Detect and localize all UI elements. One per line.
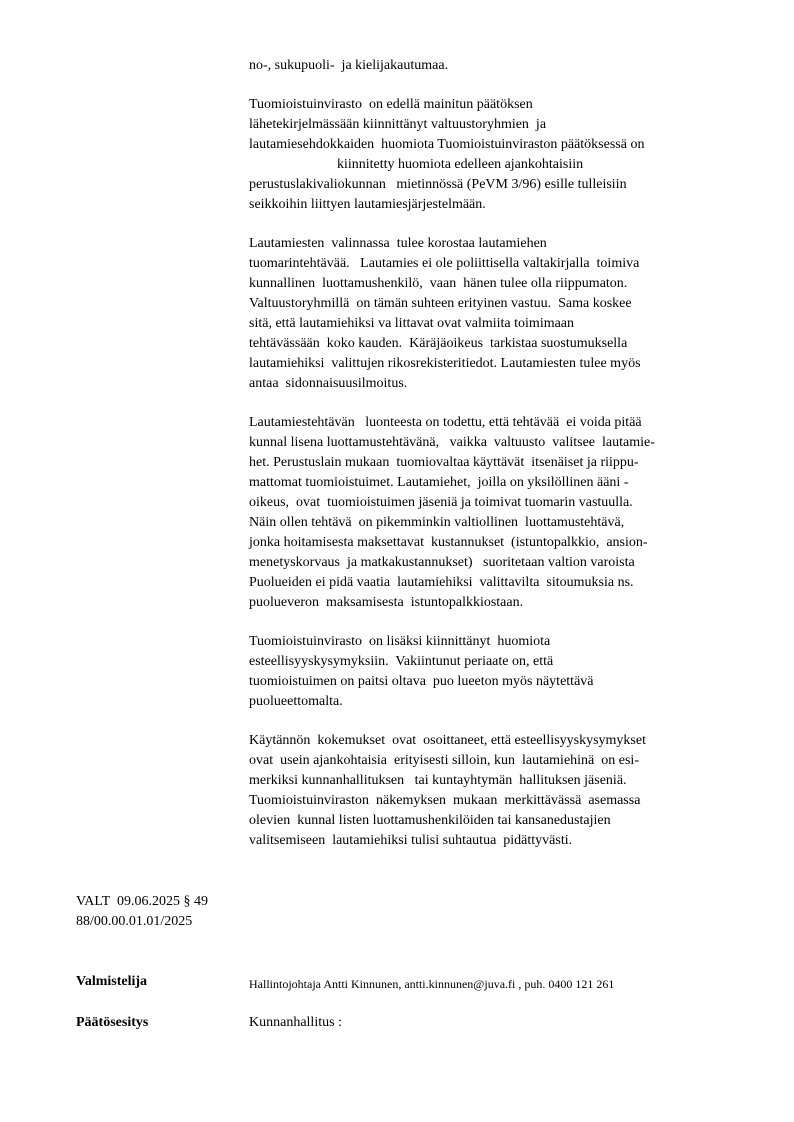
text-line: mattomat tuomioistuimet. Lautamiehet, joilla on yksilöllinen ääni - [249, 475, 629, 490]
text-line: Lautamiesten valinnassa tulee korostaa lautamiehen [249, 236, 547, 251]
text-line: seikkoihin liittyen lautamiesjärjestelmään. [249, 197, 486, 212]
text-line: kiinnitetty huomiota edelleen ajankohtaisiin [337, 157, 584, 172]
text-line: het. Perustuslain mukaan tuomiovaltaa käyttävät itsenäiset ja riippu- [249, 455, 639, 470]
text-line: esteellisyyskysymyksiin. Vakiintunut periaate on, että [249, 654, 554, 669]
meeting-date-section: VALT 09.06.2025 § 49 [76, 894, 208, 909]
valmistelija-value: Hallintojohtaja Antti Kinnunen, antti.kinnunen@juva.fi , puh. 0400 121 261 [249, 977, 615, 991]
text-line: Puolueiden ei pidä vaatia lautamiehiksi valittavilta sitoumuksia ns. [249, 575, 634, 590]
text-line: antaa sidonnaisuusilmoitus. [249, 376, 408, 391]
text-line: tuomioistuimen on paitsi oltava puo lueeton myös näytettävä [249, 674, 594, 689]
text-line: Tuomioistuinvirasto on lisäksi kiinnittänyt huomiota [249, 634, 551, 649]
text-line: Tuomioistuinviraston näkemyksen mukaan merkittävässä asemassa [249, 793, 641, 808]
meeting-reference [76, 892, 208, 932]
paatosesitys-label: Päätösesitys [76, 1015, 149, 1030]
paragraph-kaytannon-kokemukset [249, 731, 749, 851]
paragraph-esteellisyys [249, 632, 749, 712]
text-line: jonka hoitamisesta maksettavat kustannukset (istuntopalkkio, ansion- [249, 535, 648, 550]
paragraph-tehtavan-luonne [249, 413, 749, 613]
document-body [249, 56, 749, 870]
text-line: Käytännön kokemukset ovat osoittaneet, että esteellisyyskysymykset [249, 733, 646, 748]
text-line: lautamiesehdokkaiden huomiota Tuomioistuinviraston päätöksessä on [249, 137, 645, 152]
valmistelija-label: Valmistelija [76, 974, 148, 989]
paragraph-lautamiesten-valinta [249, 234, 749, 394]
text-line: Valtuustoryhmillä on tämän suhteen erityinen vastuu. Sama koskee [249, 296, 632, 311]
text-line: lautamiehiksi valittujen rikosrekisteritiedot. Lautamiesten tulee myös [249, 356, 641, 371]
text-line: oikeus, ovat tuomioistuimen jäseniä ja toimivat tuomarin vastuulla. [249, 495, 633, 510]
text-line: lähetekirjelmässään kiinnittänyt valtuustoryhmien ja [249, 117, 547, 132]
text-line: menetyskorvaus ja matkakustannukset) suoritetaan valtion varoista [249, 555, 635, 570]
text-line: valitsemiseen lautamiehiksi tulisi suhtautua pidättyvästi. [249, 833, 573, 848]
text-line: kunnal lisena luottamustehtävänä, vaikka valtuusto valitsee lautamie- [249, 435, 655, 450]
text-line: Tuomioistuinvirasto on edellä mainitun päätöksen [249, 97, 533, 112]
text-line: perustuslakivaliokunnan mietinnössä (PeVM 3/96) esille tulleisiin [249, 177, 627, 192]
record-number: 88/00.00.01.01/2025 [76, 914, 193, 929]
text-line: puolueveron maksamisesta istuntopalkkiostaan. [249, 595, 524, 610]
text-line: kunnallinen luottamushenkilö, vaan hänen tulee olla riippumaton. [249, 276, 628, 291]
text-line: merkiksi kunnanhallituksen tai kuntayhtymän hallituksen jäseniä. [249, 773, 627, 788]
text-line: sitä, että lautamiehiksi va littavat ovat valmiita toimimaan [249, 316, 575, 331]
text-line: Lautamiestehtävän luonteesta on todettu, että tehtävää ei voida pitää [249, 415, 642, 430]
text-line: no-, sukupuoli- ja kielijakautumaa. [249, 58, 449, 73]
paatosesitys-value: Kunnanhallitus : [249, 1015, 342, 1030]
text-line: tuomarintehtävää. Lautamies ei ole poliittisella valtakirjalla toimiva [249, 256, 640, 271]
text-line: puolueettomalta. [249, 694, 343, 709]
text-line: ovat usein ajankohtaisia erityisesti silloin, kun lautamiehinä on esi- [249, 753, 639, 768]
text-line: olevien kunnal listen luottamushenkilöiden tai kansanedustajien [249, 813, 611, 828]
paragraph-continuation [249, 56, 749, 76]
text-line: tehtävässään koko kauden. Käräjäoikeus tarkistaa suostumuksella [249, 336, 628, 351]
paragraph-tuomioistuinvirasto-huomiot [249, 95, 749, 215]
text-line: Näin ollen tehtävä on pikemminkin valtiollinen luottamustehtävä, [249, 515, 625, 530]
